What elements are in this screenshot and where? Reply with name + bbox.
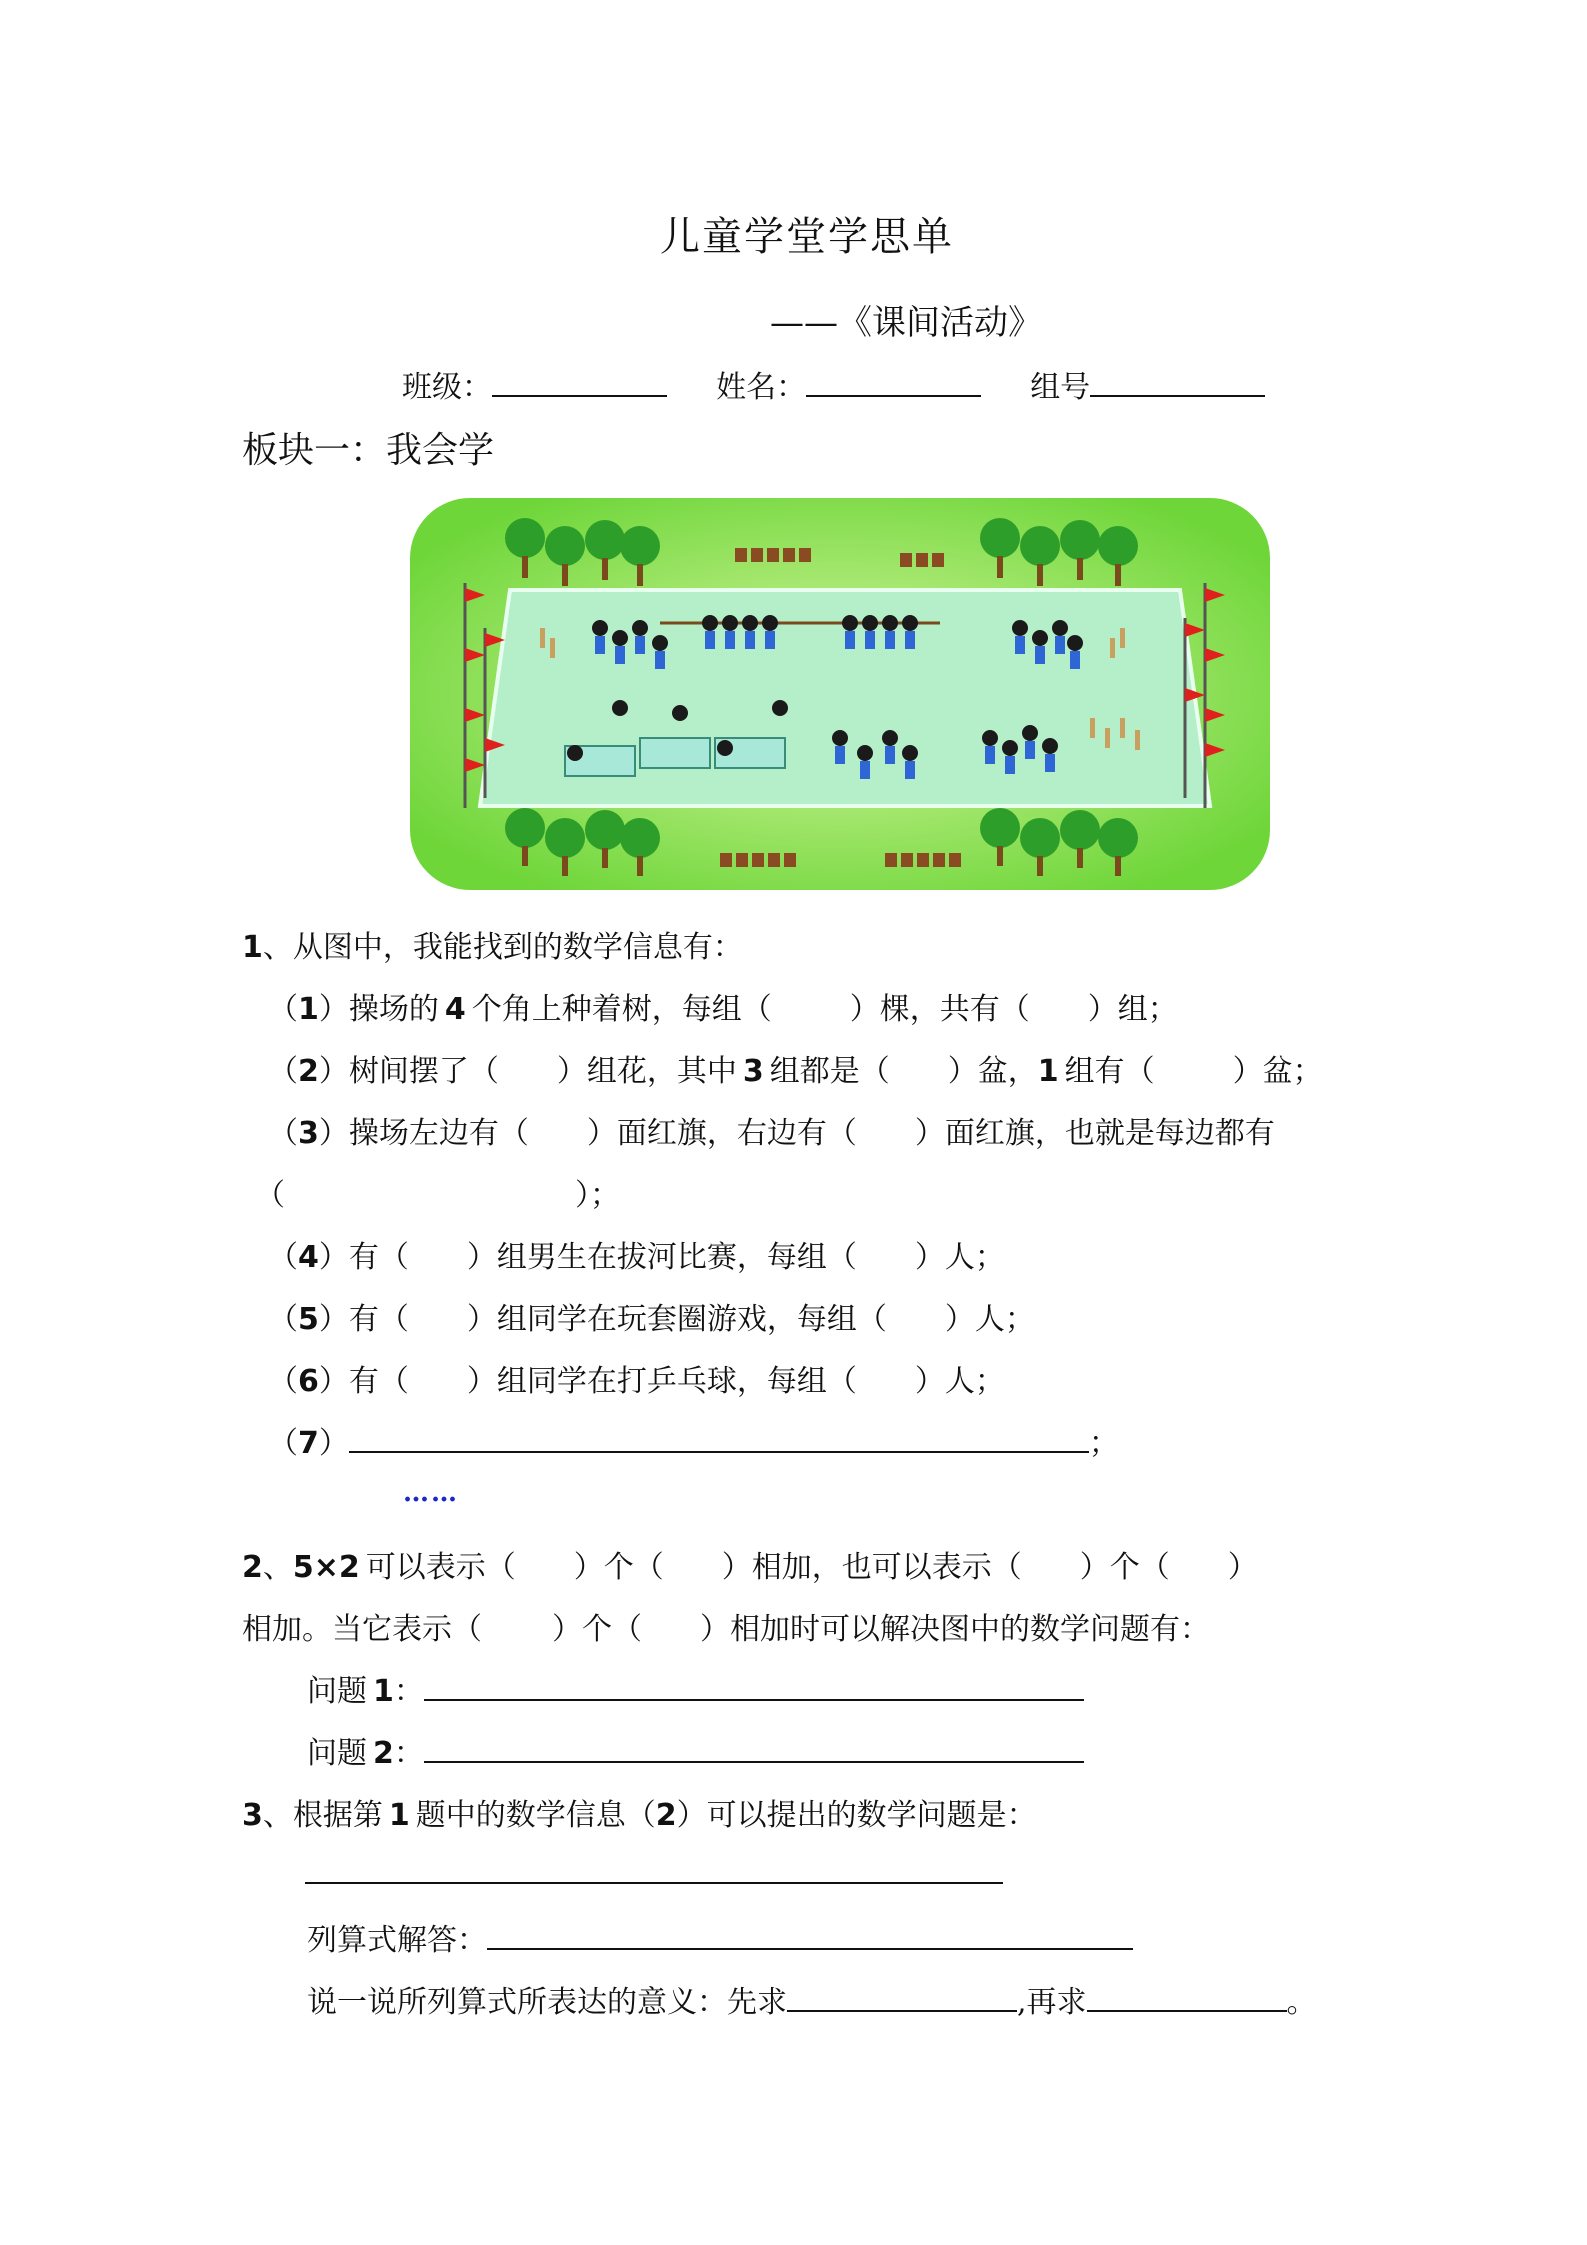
q1-item-3-cont: （ ）； xyxy=(255,1178,620,1213)
q3-prompt: 3、根据第 1 题中的数学信息（2）可以提出的数学问题是： xyxy=(242,1798,1037,1833)
class-field[interactable] xyxy=(492,367,667,397)
group-label: 组号 xyxy=(1030,370,1091,405)
q1-item-6: （6）有（ ）组同学在打乒乓球，每组（ ）人； xyxy=(268,1364,1005,1399)
q1-item-7: （7） ； xyxy=(268,1418,1119,1462)
answer-line[interactable] xyxy=(487,1920,1133,1950)
playground-illustration xyxy=(410,498,1270,890)
q1-item-2: （2）树间摆了（ ）组花，其中 3 组都是（ ）盆，1 组有（ ）盆； xyxy=(268,1054,1323,1089)
answer-line[interactable] xyxy=(349,1423,1089,1453)
answer-line[interactable] xyxy=(424,1671,1084,1701)
continuation-dots: …… xyxy=(403,1478,459,1508)
q1-item-1: （1）操场的 4 个角上种着树，每组（ ）棵，共有（ ）组； xyxy=(268,992,1178,1027)
q1-prompt: 1、从图中，我能找到的数学信息有： xyxy=(242,930,743,965)
name-field[interactable] xyxy=(806,367,981,397)
class-label: 班级： xyxy=(402,370,492,405)
answer-line[interactable] xyxy=(1087,1982,1287,2012)
q2-problem-1: 问题 1： xyxy=(307,1666,1084,1710)
answer-line[interactable] xyxy=(787,1982,1017,2012)
q1-item-3: （3）操场左边有（ ）面红旗，右边有（ ）面红旗，也就是每边都有 xyxy=(268,1116,1275,1151)
q2-line-2: 相加。当它表示（ ）个（ ）相加时可以解决图中的数学问题有： xyxy=(242,1612,1210,1647)
q1-item-5: （5）有（ ）组同学在玩套圈游戏，每组（ ）人； xyxy=(268,1302,1035,1337)
q2-line-1: 2、5×2 可以表示（ ）个（ ）相加，也可以表示（ ）个（ ） xyxy=(242,1550,1258,1585)
q3-explain: 说一说所列算式所表达的意义：先求 ,再求 。 xyxy=(307,1977,1317,2021)
page-subtitle: ——《课间活动》 xyxy=(770,303,1042,343)
answer-line[interactable] xyxy=(424,1733,1084,1763)
playground-svg xyxy=(410,498,1270,890)
group-field[interactable] xyxy=(1090,367,1265,397)
q3-solve: 列算式解答： xyxy=(307,1915,1133,1959)
section-heading: 板块一：我会学 xyxy=(242,430,495,471)
q3-question-line[interactable] xyxy=(305,1882,1003,1884)
info-row xyxy=(402,362,1265,406)
page-title: 儿童学堂学思单 xyxy=(660,214,954,260)
name-label: 姓名： xyxy=(716,370,807,405)
q2-problem-2: 问题 2： xyxy=(307,1728,1084,1772)
q1-item-4: （4）有（ ）组男生在拔河比赛，每组（ ）人； xyxy=(268,1240,1005,1275)
